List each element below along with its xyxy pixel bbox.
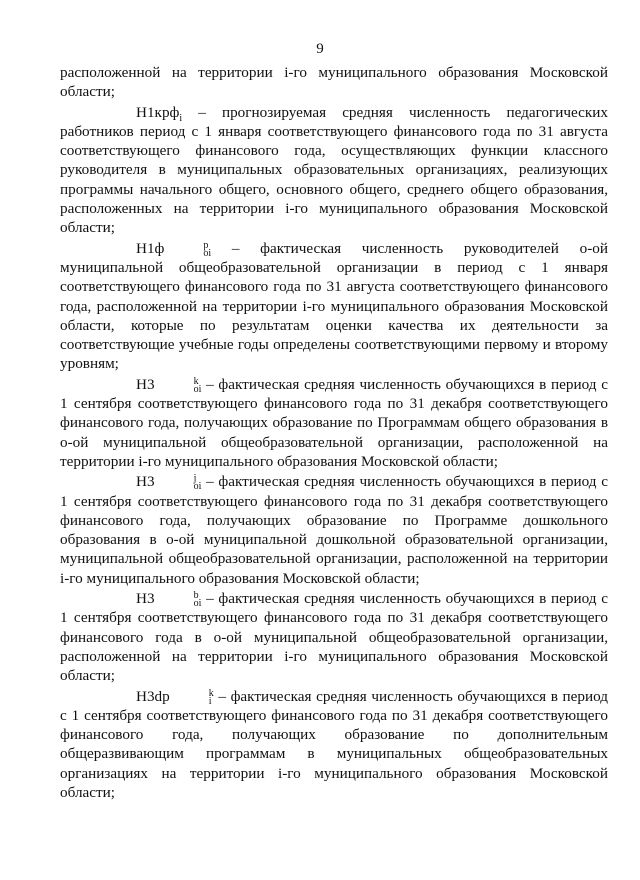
formula-symbol <box>98 375 201 394</box>
formula-symbol <box>98 103 182 122</box>
symbol-base: Н1ф <box>136 239 165 257</box>
document-body <box>60 63 608 802</box>
symbol-base: Н3 <box>136 590 155 608</box>
symbol-subscript: i <box>208 695 212 707</box>
definition-paragraph <box>60 375 608 471</box>
symbol-subscript: oi <box>193 598 202 610</box>
paragraph-text: – фактическая средняя численность обучающихся в период с 1 сентября соответствующего финансового года по 31 декабря соответствующего финансового года, получающих образование по Программе дошкольного образования в o-ой муниципальной дошкольной образовательной организации, муниципальной общеобразовательной организации, расположенной на территории i-го муниципального образования Московской области; <box>60 473 608 587</box>
paragraph-text: – фактическая средняя численность обучающихся в период с 1 сентября соответствующего финансового года по 31 декабря соответствующего финансового года в o-ой муниципальной общеобразовательной организации, расположенной на территории i-го муниципального образования Московской области; <box>60 590 608 685</box>
paragraph-continuation <box>60 63 608 102</box>
symbol-base: Н1крф <box>136 103 180 121</box>
symbol-subscript: oi <box>193 383 202 395</box>
symbol-base: Н3dp <box>136 687 170 705</box>
paragraph-text: – фактическая численность руководителей o-ой муниципальной общеобразовательной организации в период с 1 января соответствующего финансового года по 31 августа соответствующего финансового года, расположенной на территории i-го муниципального образования Московской области, которые по результатам оценки качества их деятельности за соответствующие учебные годы определены соответствующими первому и второму уровням; <box>60 239 608 373</box>
paragraph-text: – фактическая средняя численность обучающихся в период с 1 сентября соответствующего финансового года по 31 декабря соответствующего финансового года, получающих образование по дополнительным общеразвивающим программам в муниципальных общеобразовательных организациях на территории i-го муниципального образования Московской области; <box>60 687 608 801</box>
formula-symbol <box>98 472 201 491</box>
symbol-base: Н3 <box>136 375 155 393</box>
symbol-base: Н3 <box>136 473 155 491</box>
symbol-subscript: oi <box>193 481 202 493</box>
formula-symbol <box>98 589 201 608</box>
symbol-superscript: p <box>203 239 209 251</box>
definition-paragraph <box>60 103 608 238</box>
paragraph-text: – фактическая средняя численность обучающихся в период с 1 сентября соответствующего финансового года по 31 декабря соответствующего финансового года, получающих образование по Программам общего образования в o-ой муниципальной общеобразовательной организации, расположенной на территории i-го муниципального образования Московской области; <box>60 375 608 470</box>
symbol-superscript: j <box>193 473 197 485</box>
definition-paragraph <box>60 472 608 588</box>
symbol-subscript: oi <box>203 247 212 259</box>
formula-symbol <box>98 239 211 258</box>
definition-paragraph <box>60 687 608 803</box>
symbol-superscript: k <box>208 687 214 699</box>
symbol-superscript: b <box>193 590 199 602</box>
definition-paragraph <box>60 239 608 374</box>
symbol-subscript: i <box>179 112 183 124</box>
formula-symbol <box>98 687 214 706</box>
definition-paragraph <box>60 589 608 685</box>
symbol-superscript: k <box>193 375 199 387</box>
paragraph-text: – прогнозируемая средняя численность педагогических работников период с 1 января соответствующего финансового года по 31 августа соответствующего финансового года, осуществляющих функции классного руководителя в муниципальных образовательных организациях, реализующих программы начального общего, основного общего, среднего общего образования, расположенных на территории i-го муниципального образования Московской области; <box>60 103 608 237</box>
page-number: 9 <box>316 41 324 57</box>
paragraph-text: расположенной на территории i-го муниципального образования Московской области; <box>60 64 608 101</box>
